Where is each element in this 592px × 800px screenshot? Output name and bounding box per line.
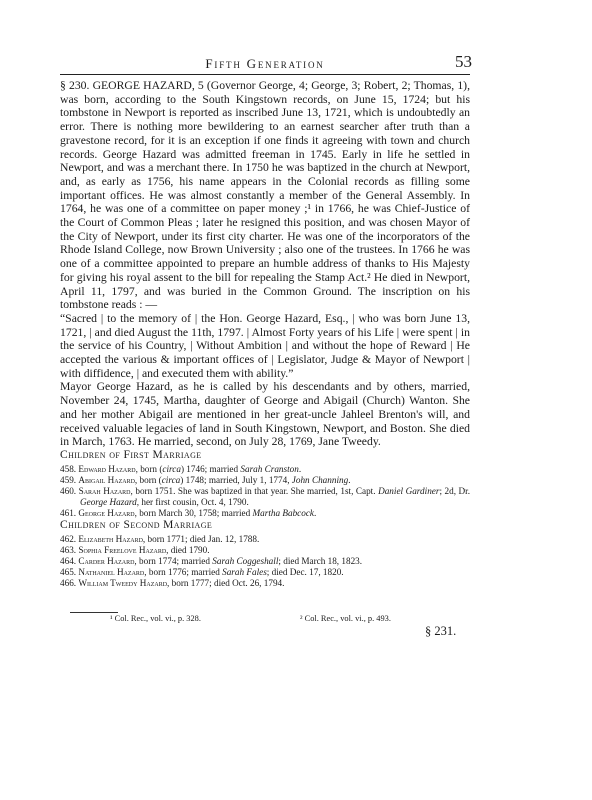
child-entry: 460. Sarah Hazard, born 1751. She was baptized in that year. She married, 1st, Capt. Daniel Gardiner; 2d, Dr. George Hazard, her first cousin, Oct. 4, 1790.	[60, 485, 471, 507]
child-entry: 459. Abigail Hazard, born (circa) 1748; married, July 1, 1774, John Channing.	[60, 474, 351, 485]
footnote-rule	[70, 612, 118, 613]
child-entry: 463. Sophia Freelove Hazard, died 1790.	[60, 544, 210, 555]
first-marriage-list	[60, 464, 470, 519]
page-body	[60, 79, 470, 589]
child-entry: 465. Nathaniel Hazard, born 1776; married Sarah Fales; died Dec. 17, 1820.	[60, 567, 344, 578]
marriage-paragraph: Mayor George Hazard, as he is called by his descendants and by others, married, November 24, 1745, Martha, daughter of George and Abigail (Church) Wanton. She and her mother Abigail are mentioned in her great-uncle Jahleel Brenton's will, and received valuable legacies of land in South Kingstown, Newport, and Boston. She died in March, 1763. He married, second, on July 28, 1769, Jane Tweedy.	[60, 380, 470, 449]
child-entry: 462. Elizabeth Hazard, born 1771; died Jan. 12, 1788.	[60, 533, 260, 544]
running-title: Fifth Generation	[205, 56, 325, 71]
page-number: 53	[455, 52, 472, 71]
second-marriage-heading: Children of Second Marriage	[60, 519, 213, 532]
tombstone-epitaph: “Sacred | to the memory of | the Hon. George Hazard, Esq., | who was born June 13, 1721, | and died August the 11th, 1797. | Almost Forty years of his Life | were spent | in the service of his Country, | Without Ambition | and without the hope of Reward | He accepted the various & important offices of | Legislator, Judge & Mayor of Newport | with diffidence, | and executed them with ability.”	[60, 311, 470, 380]
header-rule	[60, 74, 470, 75]
footnote-2: ² Col. Rec., vol. vi., p. 493.	[300, 614, 391, 623]
second-marriage-list	[60, 534, 470, 589]
catchword: § 231.	[425, 624, 457, 638]
first-marriage-heading: Children of First Marriage	[60, 448, 202, 461]
child-entry: 466. William Tweedy Hazard, born 1777; died Oct. 26, 1794.	[60, 578, 285, 589]
entry-paragraph: § 230. GEORGE HAZARD, 5 (Governor George, 4; George, 3; Robert, 2; Thomas, 1), was born, according to the South Kingstown records, on June 15, 1724; but his tombstone in Newport is reported as inscribed June 13, 1721, which is undoubtedly an error. There is nothing more bewildering to an earnest searcher after truth than a gravestone record, for it is an exception if one finds it agreeing with town and church records. George Hazard was admitted freeman in 1745. Early in life he settled in Newport, and was a merchant there. In 1750 he was baptized in the church at Newport, and, as early as 1756, his name appears in the Colonial records as filling some important offices. He was almost constantly a member of the General Assembly. In 1764, he was one of a committee on paper money ;¹ in 1766, he was Chief-Justice of the Court of Common Pleas ; later he resigned this position, and was chosen Mayor of the City of Newport, under its first city charter. He was one of the incorporators of the Rhode Island College, now Brown University ; also one of the trustees. In 1766 he was one of a committee appointed to prepare an humble address of thanks to His Majesty for giving his royal assent to the bill for repealing the Stamp Act.² He died in Newport, April 11, 1797, and was buried in the Common Ground. The inscription on his tombstone reads : —	[60, 79, 470, 312]
child-entry: 464. Carder Hazard, born 1774; married Sarah Coggeshall; died March 18, 1823.	[60, 556, 363, 567]
child-entry: 461. George Hazard, born March 30, 1758; married Martha Babcock.	[60, 508, 317, 519]
child-entry: 458. Edward Hazard, born (circa) 1746; married Sarah Cranston.	[60, 463, 302, 474]
footnote-1: ¹ Col. Rec., vol. vi., p. 328.	[110, 614, 201, 623]
